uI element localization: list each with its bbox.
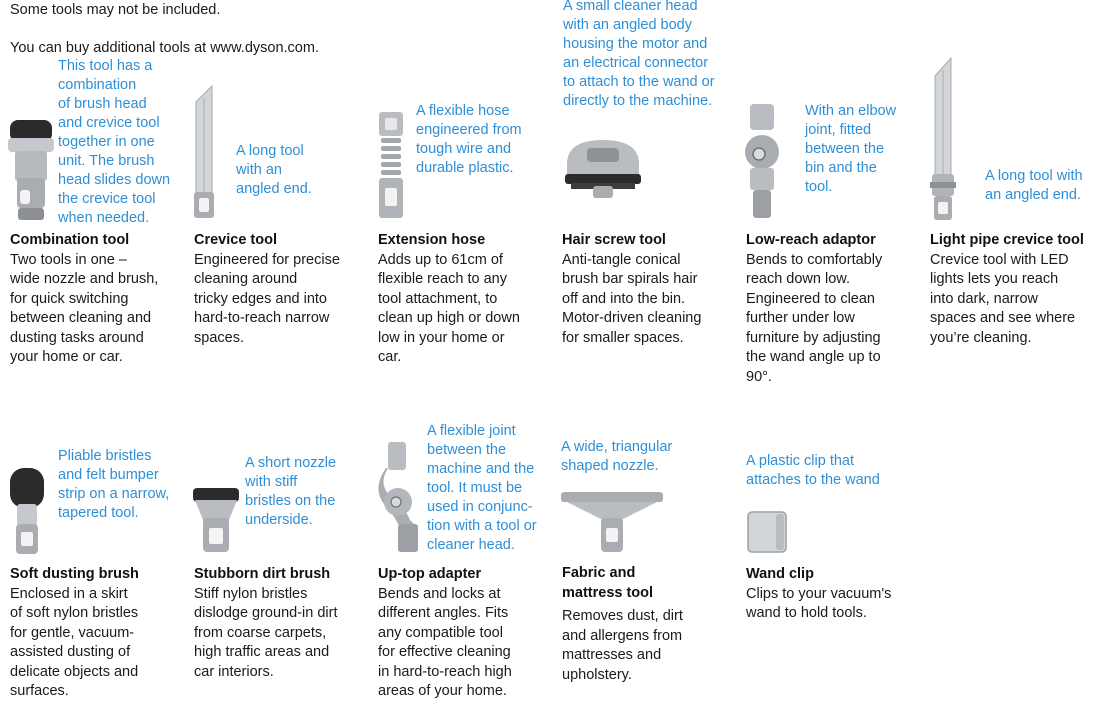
callout-line: when needed. (58, 210, 150, 226)
desc-line: brush bar spirals hair (562, 271, 698, 287)
callout-line: the crevice tool (58, 191, 156, 207)
tool-name: mattress tool (562, 584, 654, 601)
wand-clip-icon (746, 510, 788, 554)
desc-line: for smaller spaces. (562, 329, 684, 346)
desc-line: reach down low. (746, 271, 850, 287)
callout-line: cleaner head. (427, 537, 515, 553)
callout-line: A short nozzle (245, 455, 337, 471)
desc-line: car interiors. (194, 663, 274, 680)
callout-line: between the (427, 442, 507, 458)
desc-line: tool attachment, to (378, 290, 498, 307)
up-top-adapter-icon (376, 440, 422, 554)
desc-line: for gentle, vacuum- (10, 624, 135, 641)
callout-line: machine and the (427, 461, 535, 477)
desc-line: dusting tasks around (10, 329, 144, 346)
callout-line: This tool has a (58, 58, 153, 74)
desc-line: further under low (746, 310, 855, 326)
tool-name: Fabric and (562, 565, 636, 581)
callout-line: A wide, triangular (561, 439, 673, 455)
desc-line: different angles. Fits (378, 605, 509, 621)
desc-line: in hard-to-reach high (378, 663, 512, 680)
desc-line: Crevice tool with LED (930, 251, 1069, 268)
callout-line: to attach to the wand or (563, 74, 715, 90)
desc-line: and allergens from (562, 627, 683, 644)
tool-name: Stubborn dirt brush (194, 566, 331, 582)
desc-line: areas of your home. (378, 683, 507, 699)
desc-line: dislodge ground-in dirt (194, 605, 338, 621)
desc-line: spaces and see where (930, 310, 1076, 326)
desc-line: off and into the bin. (562, 290, 686, 307)
extension-hose-icon (376, 110, 406, 220)
desc-line: Engineered for precise (194, 251, 340, 268)
tool-name: Extension hose (378, 232, 486, 248)
desc-line: assisted dusting of (10, 644, 131, 660)
soft-dusting-brush-icon (8, 466, 46, 556)
desc-line: Bends to comfortably (746, 251, 883, 268)
desc-line: any compatible tool (378, 624, 503, 641)
callout-line: attaches to the wand (746, 472, 880, 488)
desc-line: your home or car. (10, 349, 123, 365)
callout-line: engineered from (416, 122, 522, 138)
desc-line: 90°. (746, 368, 772, 385)
desc-line: Motor-driven cleaning (562, 310, 702, 326)
callout-line: and felt bumper (58, 467, 159, 483)
intro-line-2: You can buy additional tools at www.dyson.com. (10, 40, 319, 56)
low-reach-adaptor-icon (744, 102, 780, 220)
callout-line: bin and the (805, 160, 877, 176)
callout-line: Pliable bristles (58, 448, 152, 464)
callout-line: underside. (245, 512, 313, 528)
desc-line: surfaces. (10, 683, 69, 699)
callout-line: joint, fitted (805, 122, 872, 138)
tool-name: Combination tool (10, 232, 130, 248)
desc-line: of soft nylon bristles (10, 605, 139, 621)
callout-line: bristles on the (245, 493, 336, 509)
desc-line: Anti-tangle conical (562, 251, 681, 268)
callout-line: combination (58, 77, 137, 93)
desc-line: between cleaning and (10, 310, 152, 326)
desc-line: you’re cleaning. (930, 329, 1032, 346)
desc-line: lights lets you reach (930, 271, 1059, 287)
desc-line: for effective cleaning (378, 644, 511, 660)
desc-line: hard-to-reach narrow (194, 310, 330, 326)
callout-line: head slides down (58, 172, 171, 188)
callout-line: tion with a tool or (427, 518, 537, 534)
callout-line: A flexible hose (416, 103, 510, 119)
desc-line: Two tools in one – (10, 251, 127, 268)
callout-line: shaped nozzle. (561, 458, 659, 474)
desc-line: spaces. (194, 329, 244, 346)
crevice-tool-icon (191, 84, 217, 220)
desc-line: car. (378, 349, 402, 365)
callout-line: With an elbow (805, 103, 897, 119)
desc-line: cleaning around (194, 271, 298, 287)
tool-name: Low-reach adaptor (746, 232, 876, 248)
callout-line: tapered tool. (58, 505, 139, 521)
callout-line: housing the motor and (563, 36, 708, 52)
callout-line: unit. The brush (58, 153, 155, 169)
tool-name: Wand clip (746, 566, 814, 582)
desc-line: from coarse carpets, (194, 624, 327, 641)
desc-line: into dark, narrow (930, 290, 1038, 307)
intro-line-1: Some tools may not be included. (10, 2, 221, 18)
desc-line: furniture by adjusting (746, 329, 881, 346)
callout-line: an angled end. (985, 187, 1081, 203)
desc-line: high traffic areas and (194, 644, 330, 660)
tool-name: Up-top adapter (378, 566, 482, 582)
combination-tool-icon (6, 118, 56, 222)
callout-line: between the (805, 141, 885, 157)
tool-name: Soft dusting brush (10, 566, 139, 582)
desc-line: low in your home or (378, 329, 505, 346)
desc-line: for quick switching (10, 290, 129, 307)
callout-line: together in one (58, 134, 155, 150)
desc-line: wand to hold tools. (746, 605, 867, 621)
hair-screw-tool-icon (561, 136, 645, 200)
desc-line: clean up high or down (378, 310, 520, 326)
desc-line: Enclosed in a skirt (10, 585, 128, 602)
callout-line: A small cleaner head (563, 0, 698, 14)
callout-line: tough wire and (416, 141, 512, 157)
desc-line: Adds up to 61cm of (378, 251, 503, 268)
fabric-mattress-tool-icon (559, 490, 665, 554)
desc-line: Engineered to clean (746, 290, 875, 307)
desc-line: Bends and locks at (378, 585, 501, 602)
callout-line: strip on a narrow, (58, 486, 170, 502)
callout-line: with an angled body (563, 17, 692, 33)
callout-line: durable plastic. (416, 160, 514, 176)
callout-line: an electrical connector (563, 55, 709, 71)
callout-line: used in conjunc- (427, 499, 533, 515)
callout-line: and crevice tool (58, 115, 160, 131)
desc-line: Clips to your vacuum's (746, 585, 892, 602)
callout-line: tool. It must be (427, 480, 523, 496)
desc-line: flexible reach to any (378, 271, 507, 287)
desc-line: tricky edges and into (194, 290, 327, 307)
light-pipe-crevice-tool-icon (928, 56, 958, 222)
callout-line: directly to the machine. (563, 93, 713, 109)
desc-line: the wand angle up to (746, 349, 881, 365)
desc-line: Stiff nylon bristles (194, 585, 308, 602)
callout-line: A long tool with (985, 168, 1083, 184)
tool-name: Crevice tool (194, 232, 277, 248)
desc-line: Removes dust, dirt (562, 608, 683, 624)
callout-line: with stiff (245, 474, 298, 490)
tool-name: Light pipe crevice tool (930, 232, 1084, 248)
tool-name: Hair screw tool (562, 232, 666, 248)
stubborn-dirt-brush-icon (191, 486, 241, 556)
desc-line: delicate objects and (10, 663, 139, 680)
callout-line: A long tool (236, 143, 304, 159)
callout-line: of brush head (58, 96, 147, 112)
callout-line: angled end. (236, 181, 312, 197)
desc-line: mattresses and (562, 647, 662, 663)
callout-line: with an (236, 162, 282, 178)
callout-line: A flexible joint (427, 423, 516, 439)
desc-line: upholstery. (562, 666, 632, 683)
callout-line: A plastic clip that (746, 453, 854, 469)
desc-line: wide nozzle and brush, (10, 271, 159, 287)
callout-line: tool. (805, 179, 833, 195)
